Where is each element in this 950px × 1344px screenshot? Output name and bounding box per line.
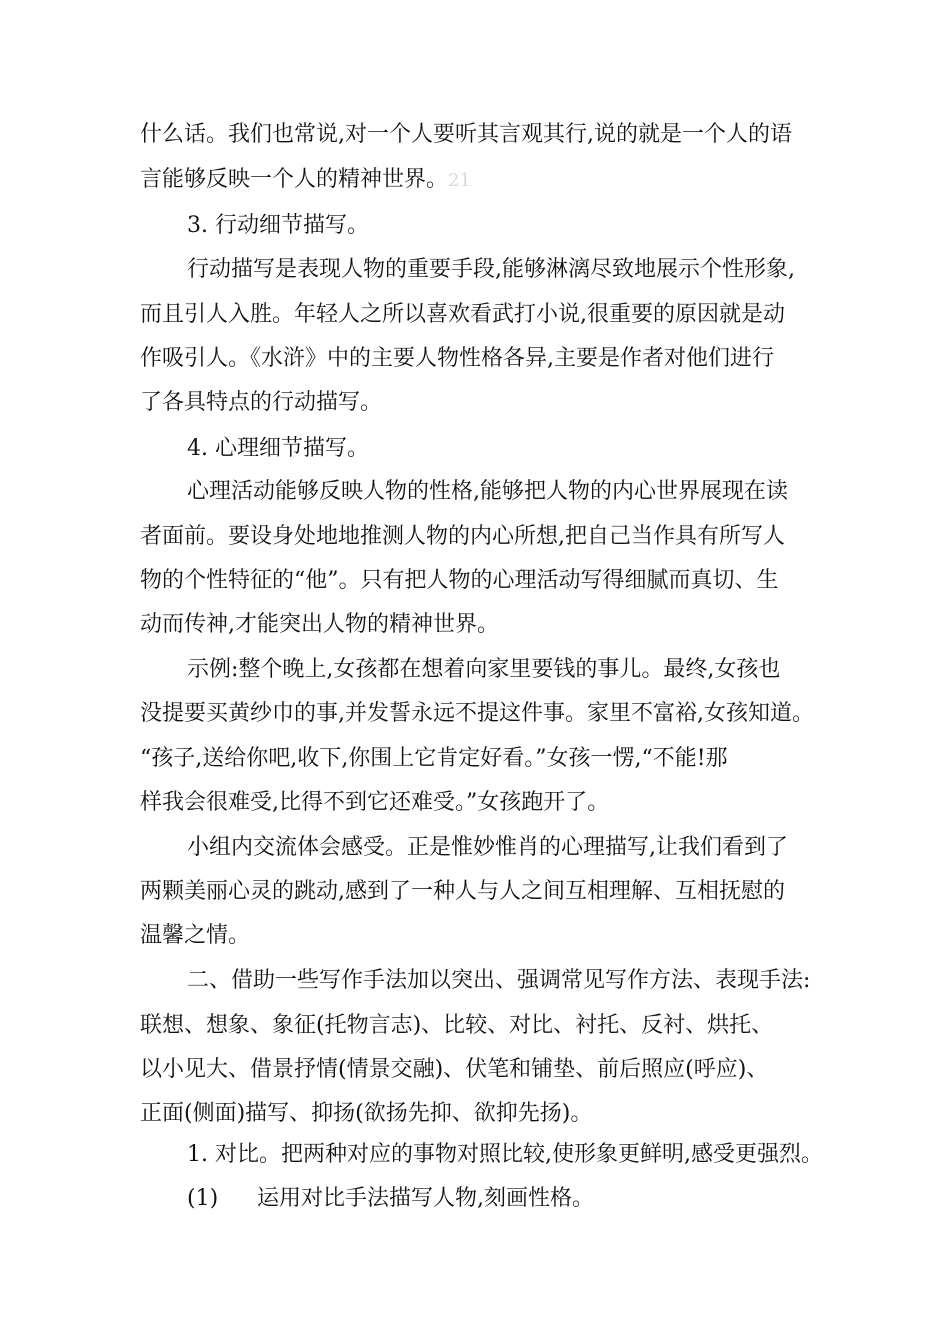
footnote-mark: 21 <box>448 170 471 191</box>
paragraph-line: 温馨之情。 <box>140 923 251 948</box>
paragraph-line: 物的个性特征的“他”。只有把人物的心理活动写得细腻而真切、生 <box>140 568 779 593</box>
paragraph-line: 而且引人入胜。年轻人之所以喜欢看武打小说,很重要的原因就是动 <box>140 302 785 327</box>
paragraph-line: 以小见大、借景抒情(情景交融)、伏笔和铺垫、前后照应(呼应)、 <box>140 1057 769 1082</box>
paragraph-line: 作吸引人。《水浒》中的主要人物性格各异,主要是作者对他们进行 <box>140 346 774 371</box>
paragraph-line <box>140 165 471 196</box>
paragraph-line: 小组内交流体会感受。正是惟妙惟肖的心理描写,让我们看到了 <box>187 835 788 860</box>
section-heading: 3. 行动细节描写。 <box>187 213 369 238</box>
paragraph-line: 联想、想象、象征(托物言志)、比较、对比、衬托、反衬、烘托、 <box>140 1013 774 1038</box>
numbered-subitem <box>187 1184 594 1214</box>
numbered-item: 1. 对比。把两种对应的事物对照比较,使形象更鲜明,感受更强烈。 <box>187 1142 823 1167</box>
example-paragraph-line: 样我会很难受,比得不到它还难受。”女孩跑开了。 <box>140 790 610 815</box>
section-heading: 4. 心理细节描写。 <box>187 436 369 461</box>
paragraph-line: 行动描写是表现人物的重要手段,能够淋漓尽致地展示个性形象, <box>187 257 795 282</box>
example-paragraph-line: “孩子,送给你吧,收下,你围上它肯定好看。”女孩一愣,“不能!那 <box>140 746 728 771</box>
subitem-text: 运用对比手法描写人物,刻画性格。 <box>257 1186 594 1211</box>
subitem-number: (1) <box>187 1186 219 1211</box>
paragraph-line: 动而传神,才能突出人物的精神世界。 <box>140 612 499 637</box>
paragraph-line: 了各具特点的行动描写。 <box>140 390 383 415</box>
paragraph-line: 心理活动能够反映人物的性格,能够把人物的内心世界展现在读 <box>187 479 788 504</box>
paragraph-line: 什么话。我们也常说,对一个人要听其言观其行,说的就是一个人的语 <box>140 122 792 147</box>
paragraph-line: 者面前。要设身处地地推测人物的内心所想,把自己当作具有所写人 <box>140 524 785 549</box>
example-paragraph-line: 没提要买黄纱巾的事,并发誓永远不提这件事。家里不富裕,女孩知道。 <box>140 701 814 726</box>
section-heading: 二、借助一些写作手法加以突出、强调常见写作方法、表现手法: <box>187 968 811 993</box>
paragraph-line: 两颗美丽心灵的跳动,感到了一种人与人之间互相理解、互相抚慰的 <box>140 879 785 904</box>
paragraph-text: 言能够反映一个人的精神世界。 <box>140 167 449 192</box>
example-paragraph-line: 示例:整个晚上,女孩都在想着向家里要钱的事儿。最终,女孩也 <box>187 657 781 682</box>
paragraph-line: 正面(侧面)描写、抑扬(欲扬先抑、欲抑先扬)。 <box>140 1101 593 1126</box>
